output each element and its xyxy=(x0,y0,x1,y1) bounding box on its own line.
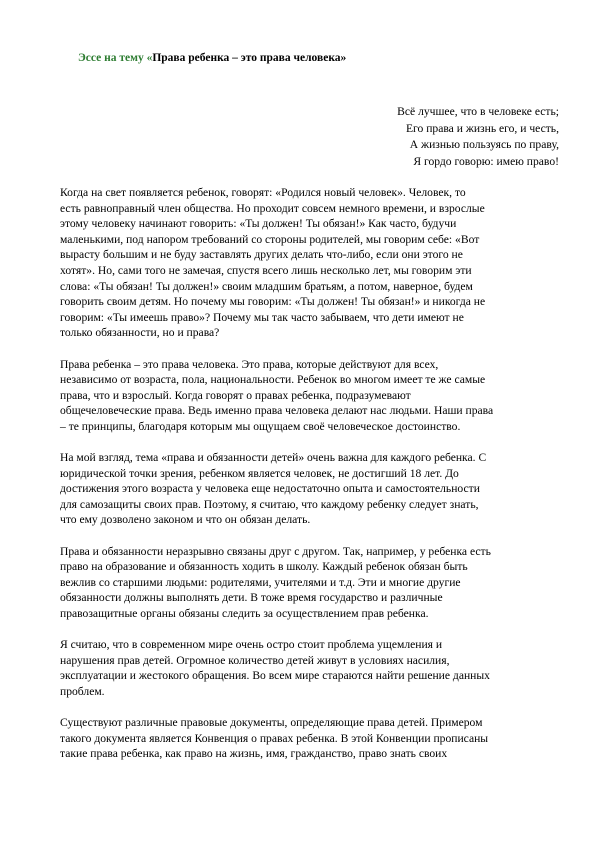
essay-paragraph xyxy=(60,544,540,622)
essay-paragraph xyxy=(60,185,540,341)
paragraph-line: – те принципы, благодаря которым мы ощущаем своё человеческое достоинство. xyxy=(60,419,461,433)
paragraph-line: Я считаю, что в современном мире очень остро стоит проблема ущемления и xyxy=(60,638,443,652)
paragraph-line: только обязанности, но и права? xyxy=(60,326,220,340)
paragraph-line: юридической точки зрения, ребенком является человек, не достигший 18 лет. До xyxy=(60,466,459,480)
essay-paragraph xyxy=(60,450,540,528)
paragraph-line: достижения этого возраста у человека еще недостаточно опыта и самостоятельности xyxy=(60,482,480,496)
epigraph-line: Его права и жизнь его, и честь, xyxy=(405,121,559,135)
paragraph-line: проблем. xyxy=(60,685,105,698)
essay-title-main: Права ребенка – это права человека» xyxy=(152,52,347,64)
paragraph-line: маленькими, под напором требований со стороны родителей, мы говорим себе: «Вот xyxy=(60,232,480,246)
paragraph-line: слова: «Ты обязан! Ты должен!» своим младшим братьям, а потом, наверное, будем xyxy=(60,279,473,293)
paragraph-line: Права ребенка – это права человека. Это права, которые действуют для всех, xyxy=(60,357,439,371)
paragraph-line: этому человеку начинают говорить: «Ты должен! Ты обязан!» Как часто, будучи xyxy=(60,217,457,231)
essay-paragraph xyxy=(60,637,540,699)
paragraph-line: такого документа является Конвенция о правах ребенка. В этой Конвенции прописаны xyxy=(60,731,489,745)
paragraph-line: для самозащиты своих прав. Поэтому, я считаю, что каждому ребенку следует знать, xyxy=(60,497,479,511)
paragraph-line: такие права ребенка, как право на жизнь, имя, гражданство, право знать своих xyxy=(60,747,448,761)
essay-title xyxy=(78,52,346,64)
essay-paragraph xyxy=(60,357,540,435)
paragraph-line: Когда на свет появляется ребенок, говорят: «Родился новый человек». Человек, то xyxy=(60,186,466,199)
epigraph-line: Всё лучшее, что в человеке есть; xyxy=(397,105,559,118)
paragraph-line: есть равноправный член общества. Но проходит совсем немного времени, и взрослые xyxy=(60,201,485,215)
paragraph-line: обязанности должны выполнять дети. В тоже время государство и различные xyxy=(60,591,443,605)
paragraph-line: Существуют различные правовые документы, определяющие права детей. Примером xyxy=(60,716,483,730)
essay-title-prefix: Эссе на тему « xyxy=(78,52,153,64)
paragraph-line: независимо от возраста, пола, национальности. Ребенок во многом имеет те же самые xyxy=(60,373,486,387)
essay-paragraph xyxy=(60,715,540,762)
paragraph-line: правозащитные органы обязаны следить за осуществлением прав ребенка. xyxy=(60,607,429,621)
paragraph-line: эксплуатации и жестокого обращения. Во всем мире стараются найти решение данных xyxy=(60,669,490,683)
paragraph-line: нарушения прав детей. Огромное количество детей живут в условиях насилия, xyxy=(60,653,450,667)
epigraph-line: Я гордо говорю: имею право! xyxy=(413,154,559,168)
paragraph-line: На мой взгляд, тема «права и обязанности детей» очень важна для каждого ребенка. С xyxy=(60,451,487,465)
essay-body xyxy=(60,185,540,778)
paragraph-line: говорить своим детям. Но почему мы говорим: «Ты должен! Ты обязан!» и никогда не xyxy=(60,295,486,309)
epigraph-line: А жизнью пользуясь по праву, xyxy=(409,138,559,151)
paragraph-line: права, что и взрослый. Когда говорят о правах ребенка, подразумевают xyxy=(60,388,411,402)
paragraph-line: говорим: «Ты имеешь право»? Почему мы так часто забываем, что дети имеют не xyxy=(60,310,464,324)
paragraph-line: что ему дозволено законом и что он обязан делать. xyxy=(60,513,311,527)
paragraph-line: общечеловеческие права. Ведь именно права человека делают нас людьми. Наши права xyxy=(60,404,494,418)
epigraph-poem xyxy=(299,104,559,170)
paragraph-line: хотят». Но, сами того не замечая, спустя всего лишь несколько лет, мы говорим эти xyxy=(60,263,472,277)
paragraph-line: право на образование и обязанность ходить в школу. Каждый ребенок обязан быть xyxy=(60,560,468,574)
paragraph-line: Права и обязанности неразрывно связаны друг с другом. Так, например, у ребенка есть xyxy=(60,544,491,558)
paragraph-line: вежлив со старшими людьми: родителями, учителями и т.д. Эти и многие другие xyxy=(60,575,461,589)
paragraph-line: вырасту большим и не буду заставлять других делать что-либо, если они этого не xyxy=(60,248,463,262)
